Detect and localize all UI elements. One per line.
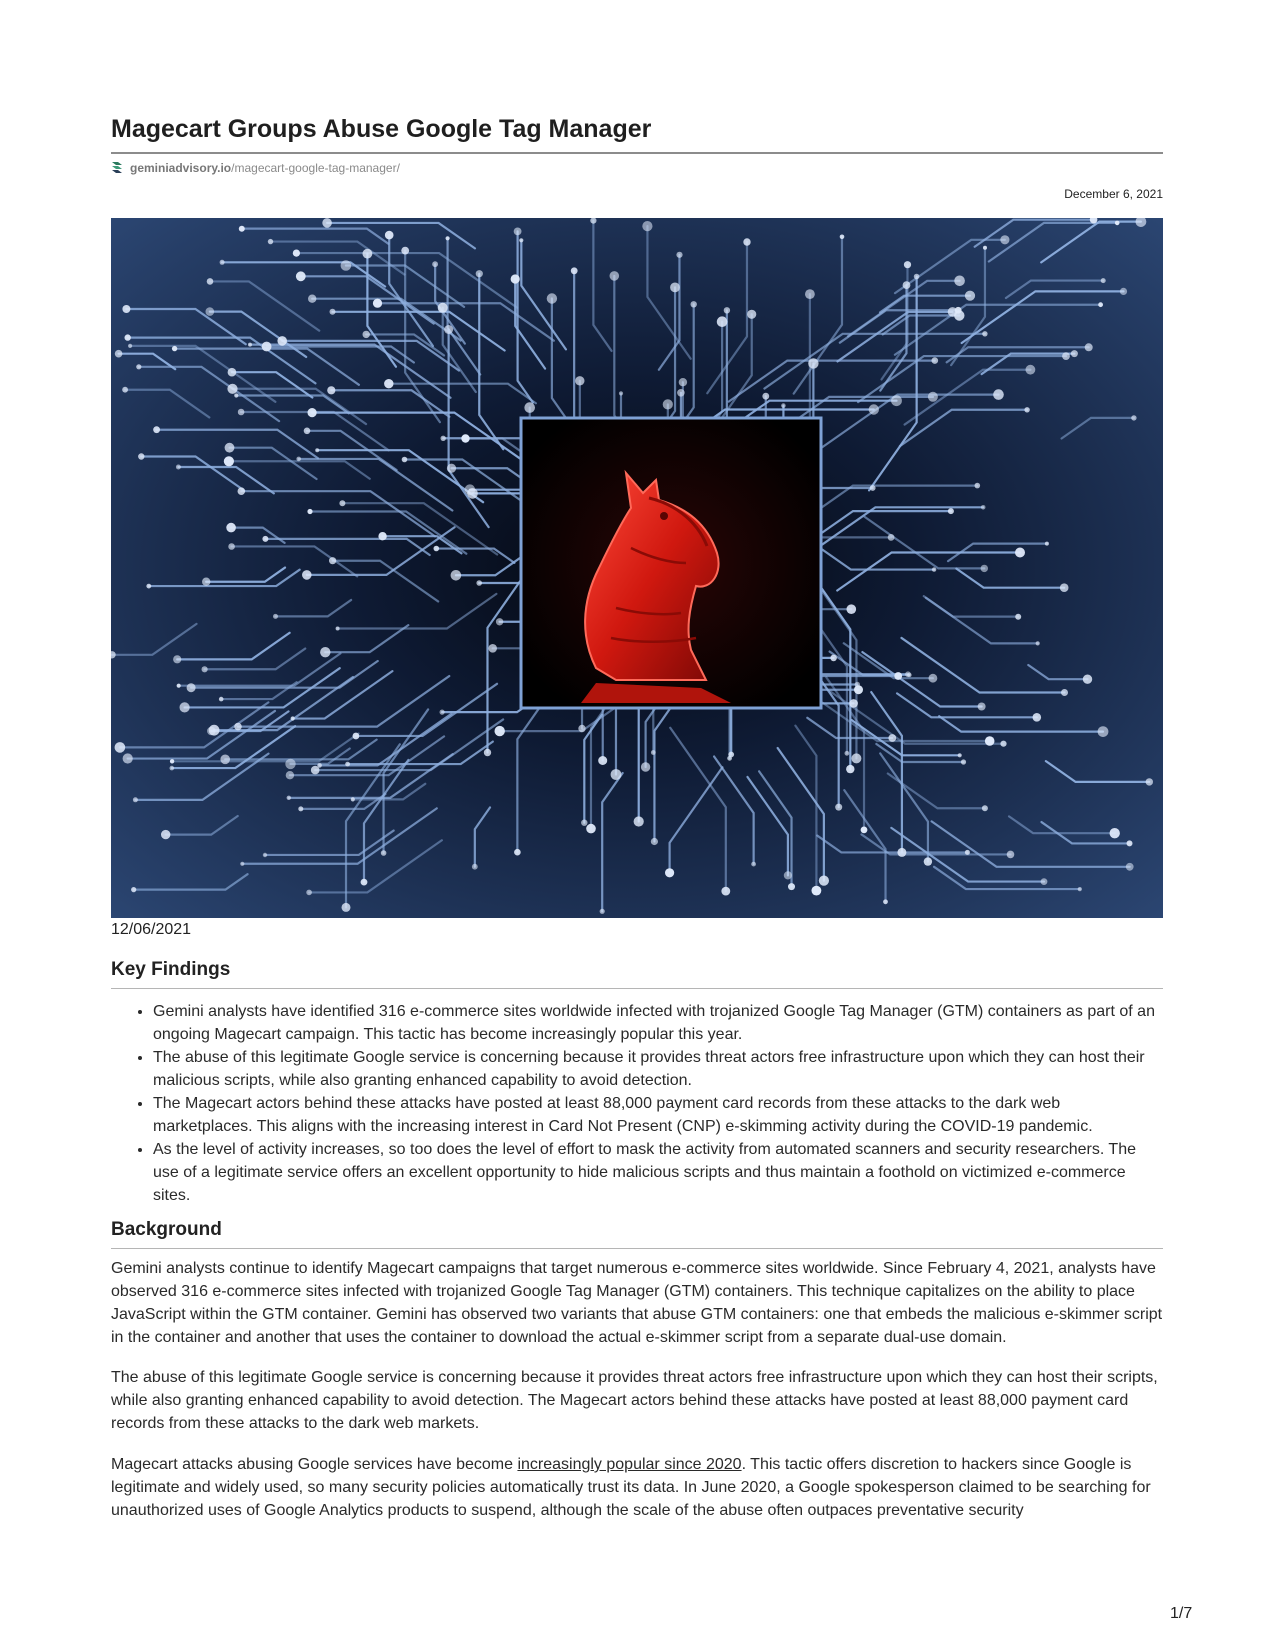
circuit-pad — [180, 702, 190, 712]
circuit-pad — [727, 756, 732, 761]
circuit-pad — [665, 868, 674, 877]
circuit-pad — [228, 543, 235, 550]
source-path[interactable]: /magecart-google-tag-manager/ — [231, 161, 400, 175]
circuit-pad — [122, 305, 130, 313]
circuit-pad — [1078, 887, 1082, 891]
circuit-pad — [619, 391, 623, 395]
circuit-pad — [888, 534, 895, 541]
gemini-logo-icon — [111, 161, 123, 175]
circuit-pad — [547, 293, 557, 303]
circuit-pad — [1131, 415, 1136, 420]
circuit-pad — [975, 483, 981, 489]
circuit-pad — [1000, 235, 1009, 244]
circuit-pad — [476, 580, 482, 586]
circuit-pad — [717, 316, 728, 327]
circuit-pad — [209, 725, 220, 736]
circuit-pad — [514, 849, 521, 856]
key-findings-list — [111, 1000, 1163, 1207]
circuit-pad — [982, 805, 988, 811]
circuit-pad — [122, 387, 128, 393]
circuit-pad — [472, 864, 478, 870]
circuit-pad — [805, 289, 815, 299]
circuit-pad — [444, 325, 453, 334]
circuit-pad — [381, 850, 387, 856]
circuit-pad — [788, 883, 795, 890]
list-item: • As the level of activity increases, so too does the level of effort to mask the activity from automated scanners and security researchers. The use of a legitimate service offers an excellent opportunity to hide malicious scripts and thus maintain a foothold on victimized e-commerce sites. — [153, 1138, 1163, 1207]
circuit-pad — [138, 453, 144, 459]
background-paragraph-1: Gemini analysts continue to identify Magecart campaigns that target numerous e-commerce sites worldwide. Since February 4, 2021, analysts have observed 316 e-commerce sites infected with trojanized Google Tag Manager (GTM) containers. This technique capitalizes on the ability to place JavaScript within the GTM container. Gemini has observed two variants that abuse GTM containers: one that embeds the malicious e-skimmer script in the container and another that uses the container to download the actual e-skimmer script from a separate dual-use domain. — [111, 1260, 1163, 1346]
circuit-pad — [220, 260, 225, 265]
circuit-pad — [679, 378, 687, 386]
circuit-pad — [849, 699, 858, 708]
circuit-pad — [1083, 675, 1092, 684]
circuit-pad — [434, 546, 440, 552]
circuit-pad — [851, 753, 861, 763]
circuit-pad — [883, 899, 888, 904]
circuit-pad — [928, 392, 938, 402]
circuit-pad — [981, 505, 986, 510]
circuit-pad — [514, 228, 522, 236]
circuit-pad — [1036, 641, 1040, 645]
circuit-pad — [307, 509, 312, 514]
background-paragraph-3 — [111, 1453, 1163, 1522]
circuit-pad — [239, 226, 245, 232]
key-findings-heading: Key Findings — [111, 959, 231, 980]
circuit-pad — [234, 393, 238, 397]
circuit-pad — [1000, 741, 1006, 747]
circuit-pad — [611, 769, 622, 780]
circuit-pad — [268, 239, 273, 244]
circuit-pad — [634, 816, 644, 826]
circuit-pad — [361, 879, 368, 886]
circuit-pad — [308, 408, 317, 417]
circuit-pad — [965, 850, 970, 855]
circuit-pad — [378, 532, 386, 540]
circuit-pad — [277, 336, 287, 346]
circuit-pad — [206, 307, 215, 316]
circuit-pad — [304, 428, 311, 435]
circuit-pad — [173, 655, 181, 663]
circuit-pad — [115, 742, 126, 753]
circuit-pad — [1098, 726, 1109, 737]
circuit-pad — [1062, 352, 1070, 360]
circuit-pad — [351, 797, 355, 801]
circuit-pad — [1045, 542, 1049, 546]
circuit-pad — [451, 570, 462, 581]
circuit-pad — [262, 536, 268, 542]
circuit-pad — [123, 753, 133, 763]
circuit-pad — [329, 557, 336, 564]
hero-image — [111, 218, 1163, 918]
background-divider — [111, 1248, 1163, 1249]
background-paragraph-2: The abuse of this legitimate Google service is concerning because it provides threat actors free infrastructure upon which they can host their scripts, while also granting enhanced capability to avoid detection. The Magecart actors behind these attacks have posted at least 88,000 payment card records from these attacks to the dark web markets. — [111, 1369, 1158, 1432]
circuit-pad — [751, 862, 756, 867]
circuit-pad — [978, 703, 986, 711]
circuit-pad — [298, 806, 303, 811]
circuit-pad — [131, 887, 136, 892]
circuit-pad — [888, 734, 896, 742]
circuit-pad — [172, 346, 177, 351]
circuit-pad — [484, 749, 491, 756]
title-divider — [111, 152, 1163, 154]
circuit-pad — [511, 274, 520, 283]
circuit-pad — [1026, 365, 1036, 375]
circuit-pad — [315, 448, 319, 452]
circuit-pad — [495, 726, 505, 736]
circuit-pad — [1120, 288, 1127, 295]
circuit-pad — [575, 376, 584, 385]
increasingly-popular-link[interactable]: increasingly popular since 2020 — [517, 1456, 742, 1473]
circuit-pad — [476, 270, 483, 277]
paragraph-3-text-after: . This tactic offers discretion to hackers since Google is legitimate and widely used, so many security policies automatically trust its data. In June 2020, a Google spokesperson claimed to be searching for unauthorized uses of Google Analytics products to suspend, although the scale of the abuse often outpaces preventative security — [111, 1456, 1151, 1519]
circuit-pad — [743, 238, 750, 245]
circuit-pad — [894, 672, 902, 680]
circuit-pad — [1085, 343, 1093, 351]
circuit-pad — [226, 523, 236, 533]
circuit-pad — [961, 759, 966, 764]
circuit-pad — [170, 759, 174, 763]
circuit-pad — [840, 235, 845, 240]
circuit-pad — [133, 797, 138, 802]
circuit-pad — [330, 309, 336, 315]
circuit-pad — [263, 853, 267, 857]
circuit-pad — [914, 274, 920, 280]
circuit-pad — [1127, 840, 1133, 846]
circuit-pad — [296, 457, 301, 462]
circuit-pad — [954, 310, 964, 320]
circuit-pad — [136, 364, 141, 369]
circuit-pad — [924, 857, 932, 865]
circuit-pad — [220, 755, 230, 765]
circuit-pad — [954, 276, 965, 287]
circuit-pad — [721, 887, 730, 896]
circuit-pad — [651, 838, 658, 845]
circuit-pad — [488, 644, 497, 653]
circuit-pad — [287, 796, 291, 800]
circuit-pad — [339, 500, 345, 506]
circuit-pad — [176, 465, 181, 470]
circuit-pad — [384, 379, 393, 388]
circuit-pad — [870, 485, 876, 491]
circuit-pad — [293, 250, 300, 257]
circuit-pad — [784, 871, 792, 879]
circuit-pad — [262, 342, 272, 352]
source-domain[interactable]: geminiadvisory.io — [130, 161, 232, 175]
circuit-pad — [948, 508, 954, 514]
circuit-pad — [586, 824, 596, 834]
circuit-pad — [578, 725, 585, 732]
source-url[interactable] — [111, 160, 400, 176]
circuit-pad — [598, 756, 607, 765]
circuit-pad — [581, 820, 587, 826]
circuit-pad — [847, 604, 857, 614]
circuit-pad — [1060, 583, 1069, 592]
circuit-pad — [363, 249, 373, 259]
circuit-pad — [861, 827, 868, 834]
circuit-pad — [985, 736, 995, 746]
circuit-pad — [248, 343, 252, 347]
circuit-pad — [308, 295, 316, 303]
circuit-pad — [663, 399, 673, 409]
circuit-pad — [225, 443, 235, 453]
circuit-pad — [982, 331, 987, 336]
background-heading: Background — [111, 1219, 222, 1240]
circuit-pad — [929, 674, 938, 683]
circuit-pad — [1071, 350, 1078, 357]
circuit-pad — [1024, 407, 1029, 412]
circuit-pad — [373, 299, 382, 308]
circuit-pad — [1126, 863, 1134, 871]
circuit-pad — [146, 584, 151, 589]
circuit-pad — [651, 750, 656, 755]
circuit-pad — [965, 291, 975, 301]
circuit-pad — [571, 267, 578, 274]
circuit-pad — [273, 614, 278, 619]
article-title: Magecart Groups Abuse Google Tag Manager — [111, 115, 652, 143]
circuit-pad — [317, 763, 322, 768]
circuit-pad — [808, 358, 818, 368]
circuit-pad — [835, 804, 842, 811]
circuit-pad — [747, 310, 756, 319]
circuit-pad — [1015, 614, 1021, 620]
circuit-pad — [1015, 548, 1025, 558]
circuit-pad — [519, 238, 523, 242]
circuit-pad — [115, 350, 123, 358]
circuit-pad — [958, 753, 962, 757]
circuit-pad — [128, 344, 132, 348]
circuit-pad — [781, 403, 786, 408]
page-number: 1/7 — [1170, 1605, 1193, 1622]
list-item: • Gemini analysts have identified 316 e-commerce sites worldwide infected with trojanized Google Tag Manager (GTM) containers as part of an ongoing Magecart campaign. This tactic has become increasingly popular this year. — [153, 1000, 1163, 1046]
circuit-pad — [600, 909, 605, 914]
circuit-pad — [161, 830, 170, 839]
circuit-pad — [891, 395, 902, 406]
circuit-pad — [676, 252, 682, 258]
circuit-pad — [903, 281, 911, 289]
circuit-pad — [353, 733, 360, 740]
circuit-pad — [993, 389, 1004, 400]
circuit-pad — [207, 278, 214, 285]
circuit-pad — [812, 886, 822, 896]
circuit-pad — [1041, 878, 1048, 885]
circuit-pad — [202, 578, 210, 586]
circuit-pad — [496, 618, 503, 625]
circuit-pad — [432, 261, 438, 267]
circuit-pad — [724, 307, 730, 313]
circuit-pad — [1101, 278, 1106, 283]
circuit-pad — [905, 671, 911, 677]
circuit-pad — [855, 682, 860, 687]
circuit-pad — [441, 436, 446, 441]
circuit-pad — [670, 283, 680, 293]
circuit-pad — [1110, 828, 1120, 838]
circuit-pad — [153, 426, 160, 433]
circuit-pad — [336, 627, 340, 631]
circuit-pad — [461, 434, 469, 442]
circuit-pad — [1146, 778, 1153, 785]
circuit-pad — [302, 570, 312, 580]
circuit-pad — [177, 684, 181, 688]
key-findings-divider — [111, 988, 1163, 989]
circuit-pad — [446, 236, 450, 240]
circuit-pad — [641, 762, 650, 771]
image-date-caption: 12/06/2021 — [111, 921, 192, 938]
circuit-pad — [830, 655, 837, 662]
circuit-pad — [327, 386, 335, 394]
circuit-pad — [1115, 221, 1120, 226]
circuit-pad — [385, 231, 394, 240]
circuit-pad — [819, 876, 829, 886]
circuit-pad — [932, 357, 939, 364]
circuit-pad — [1033, 713, 1042, 722]
circuit-pad — [227, 384, 237, 394]
circuit-pad — [125, 334, 131, 340]
circuit-pad — [170, 766, 175, 771]
circuit-pad — [897, 848, 906, 857]
circuit-pad — [224, 456, 234, 466]
circuit-pad — [691, 301, 697, 307]
circuit-pad — [447, 464, 456, 473]
circuit-pad — [846, 765, 854, 773]
circuit-pad — [983, 246, 987, 250]
circuit-pad — [524, 402, 535, 413]
publish-date: December 6, 2021 — [1064, 187, 1163, 201]
circuit-pad — [322, 218, 332, 228]
circuit-pad — [291, 716, 295, 720]
circuit-pad — [677, 389, 685, 397]
circuit-pad — [363, 331, 370, 338]
circuit-pad — [228, 368, 237, 377]
circuit-pad — [932, 567, 936, 571]
circuit-pad — [341, 260, 352, 271]
circuit-pad — [238, 409, 245, 416]
circuit-pad — [401, 247, 409, 255]
circuit-pad — [345, 762, 350, 767]
circuit-pad — [845, 751, 850, 756]
circuit-pad — [904, 261, 911, 268]
paragraph-3-text-before: Magecart attacks abusing Google services have become — [111, 1456, 518, 1473]
circuit-pad — [610, 271, 620, 281]
circuit-pad — [285, 759, 295, 769]
circuit-pad — [240, 862, 244, 866]
circuit-pad — [1061, 689, 1068, 696]
circuit-pad — [762, 393, 769, 400]
circuit-pad — [219, 697, 224, 702]
circuit-pad — [296, 271, 306, 281]
circuit-pad — [187, 683, 196, 692]
circuit-pad — [438, 303, 448, 313]
circuit-pad — [234, 723, 242, 731]
circuit-pad — [402, 457, 408, 463]
circuit-pad — [1098, 302, 1103, 307]
circuit-pad — [202, 666, 208, 672]
circuit-pad — [869, 404, 879, 414]
circuit-pad — [286, 771, 294, 779]
circuit-pad — [342, 903, 351, 912]
circuit-pad — [467, 488, 478, 499]
circuit-pad — [238, 487, 246, 495]
circuit-pad — [306, 890, 312, 896]
list-item: • The abuse of this legitimate Google service is concerning because it provides threat actors free infrastructure upon which they can host their malicious scripts, while also granting enhanced capability to avoid detection. — [153, 1046, 1163, 1092]
circuit-pad — [642, 221, 652, 231]
circuit-pad — [981, 565, 988, 572]
circuit-pad — [1007, 851, 1015, 859]
list-item: • The Magecart actors behind these attacks have posted at least 88,000 payment card records from these attacks to the dark web marketplaces. This aligns with the increasing interest in Card Not Present (CNP) e-skimming activity during the COVID-19 pandemic. — [153, 1092, 1163, 1138]
circuit-pad — [440, 710, 445, 715]
circuit-pad — [320, 647, 330, 657]
